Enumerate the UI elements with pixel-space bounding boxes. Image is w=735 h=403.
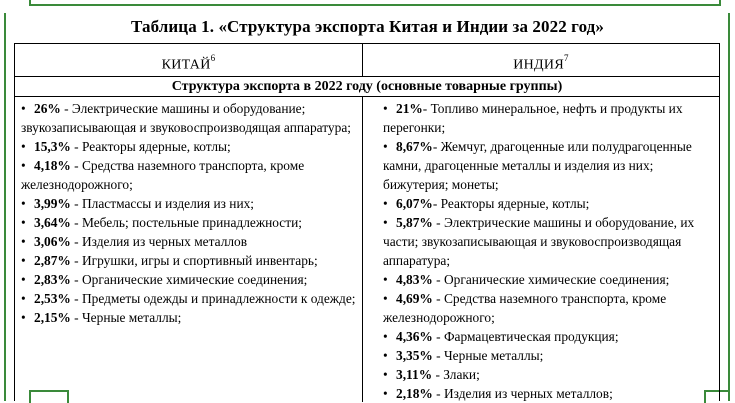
export-share: 3,99%: [34, 196, 71, 211]
list-item: [383, 384, 713, 402]
export-share: 3,06%: [34, 234, 71, 249]
list-item: [383, 327, 713, 346]
bullet-icon: •: [21, 196, 26, 211]
table-subheader: Структура экспорта в 2022 году (основные товарные группы): [15, 77, 719, 97]
product-group: - Черные металлы;: [432, 348, 544, 363]
column-header-india: [363, 44, 719, 77]
bullet-icon: •: [21, 272, 26, 287]
export-share: 5,87%: [396, 215, 433, 230]
export-table: [14, 43, 720, 401]
product-group: - Игрушки, игры и спортивный инвентарь;: [70, 253, 318, 268]
product-group: - Жемчуг, драгоценные или полудрагоценные камни, драгоценные металлы и изделия из них; бижутерия; монеты;: [383, 139, 692, 192]
list-item: [21, 308, 358, 327]
bullet-icon: •: [21, 101, 26, 116]
list-item: [21, 270, 358, 289]
list-item: [21, 137, 358, 156]
bullet-icon: •: [383, 367, 388, 382]
frame-edge: [29, 0, 721, 6]
bullet-icon: •: [383, 291, 388, 306]
export-share: 3,35%: [396, 348, 433, 363]
product-group: - Средства наземного транспорта, кроме железнодорожного;: [383, 291, 667, 325]
product-group: - Изделия из черных металлов;: [432, 386, 613, 401]
column-header-label: КИТАЙ: [161, 57, 211, 73]
product-group: - Пластмассы и изделия из них;: [70, 196, 255, 211]
export-share: 4,18%: [34, 158, 71, 173]
product-group: - Фармацевтическая продукция;: [432, 329, 619, 344]
list-item: [21, 232, 358, 251]
bullet-icon: •: [21, 139, 26, 154]
product-group: - Электрические машины и оборудование; звукозаписывающая и звуковоспроизводящая аппаратура;: [21, 101, 351, 135]
list-item: [383, 213, 713, 270]
bullet-icon: •: [21, 158, 26, 173]
list-item: [21, 194, 358, 213]
bullet-icon: •: [383, 139, 388, 154]
export-share: 15,3%: [34, 139, 71, 154]
product-group: - Электрические машины и оборудование, их части; звукозаписывающая и звуковоспроизводящая аппаратура;: [383, 215, 695, 268]
export-share: 4,83%: [396, 272, 433, 287]
bullet-icon: •: [383, 196, 388, 211]
export-share: 2,18%: [396, 386, 433, 401]
list-item: [383, 346, 713, 365]
bullet-icon: •: [21, 215, 26, 230]
export-share: 3,64%: [34, 215, 71, 230]
product-group: - Средства наземного транспорта, кроме железнодорожного;: [21, 158, 305, 192]
export-share: 2,87%: [34, 253, 71, 268]
bullet-icon: •: [21, 291, 26, 306]
product-group: - Реакторы ядерные, котлы;: [432, 196, 590, 211]
export-share: 2,83%: [34, 272, 71, 287]
column-header-label: ИНДИЯ: [513, 57, 564, 73]
column-header-china: [15, 44, 363, 77]
list-item: [383, 137, 713, 194]
product-group: - Изделия из черных металлов: [70, 234, 248, 249]
export-share: 2,53%: [34, 291, 71, 306]
bullet-icon: •: [383, 272, 388, 287]
product-group: - Топливо минеральное, нефть и продукты их перегонки;: [383, 101, 683, 135]
export-share: 3,11%: [396, 367, 433, 382]
export-share: 21%: [396, 101, 423, 116]
list-item: [21, 156, 358, 194]
bullet-icon: •: [383, 215, 388, 230]
export-share: 26%: [34, 101, 61, 116]
export-share: 6,07%: [396, 196, 433, 211]
list-item: [21, 213, 358, 232]
bullet-icon: •: [383, 101, 388, 116]
bullet-icon: •: [383, 329, 388, 344]
list-item: [383, 99, 713, 137]
china-column: [15, 97, 363, 402]
india-column: [363, 97, 719, 402]
bullet-icon: •: [21, 234, 26, 249]
footnote-mark: 7: [563, 53, 569, 63]
list-item: [383, 194, 713, 213]
export-share: 8,67%: [396, 139, 433, 154]
list-item: [21, 289, 358, 308]
bullet-icon: •: [383, 348, 388, 363]
product-group: - Органические химические соединения;: [70, 272, 308, 287]
product-group: - Органические химические соединения;: [432, 272, 670, 287]
product-group: - Злаки;: [432, 367, 480, 382]
export-share: 4,36%: [396, 329, 433, 344]
bullet-icon: •: [383, 386, 388, 401]
list-item: [383, 270, 713, 289]
frame-edge: [4, 13, 6, 401]
footnote-mark: 6: [210, 53, 216, 63]
bullet-icon: •: [21, 253, 26, 268]
export-share: 4,69%: [396, 291, 433, 306]
list-item: [383, 365, 713, 384]
frame-edge: [728, 13, 730, 401]
list-item: [21, 99, 358, 137]
table-title: Таблица 1. «Структура экспорта Китая и Индии за 2022 год»: [130, 17, 604, 36]
product-group: - Мебель; постельные принадлежности;: [70, 215, 302, 230]
product-group: - Реакторы ядерные, котлы;: [70, 139, 231, 154]
list-item: [21, 251, 358, 270]
list-item: [383, 289, 713, 327]
bullet-icon: •: [21, 310, 26, 325]
product-group: - Предметы одежды и принадлежности к одежде;: [70, 291, 356, 306]
export-share: 2,15%: [34, 310, 71, 325]
product-group: - Черные металлы;: [70, 310, 182, 325]
